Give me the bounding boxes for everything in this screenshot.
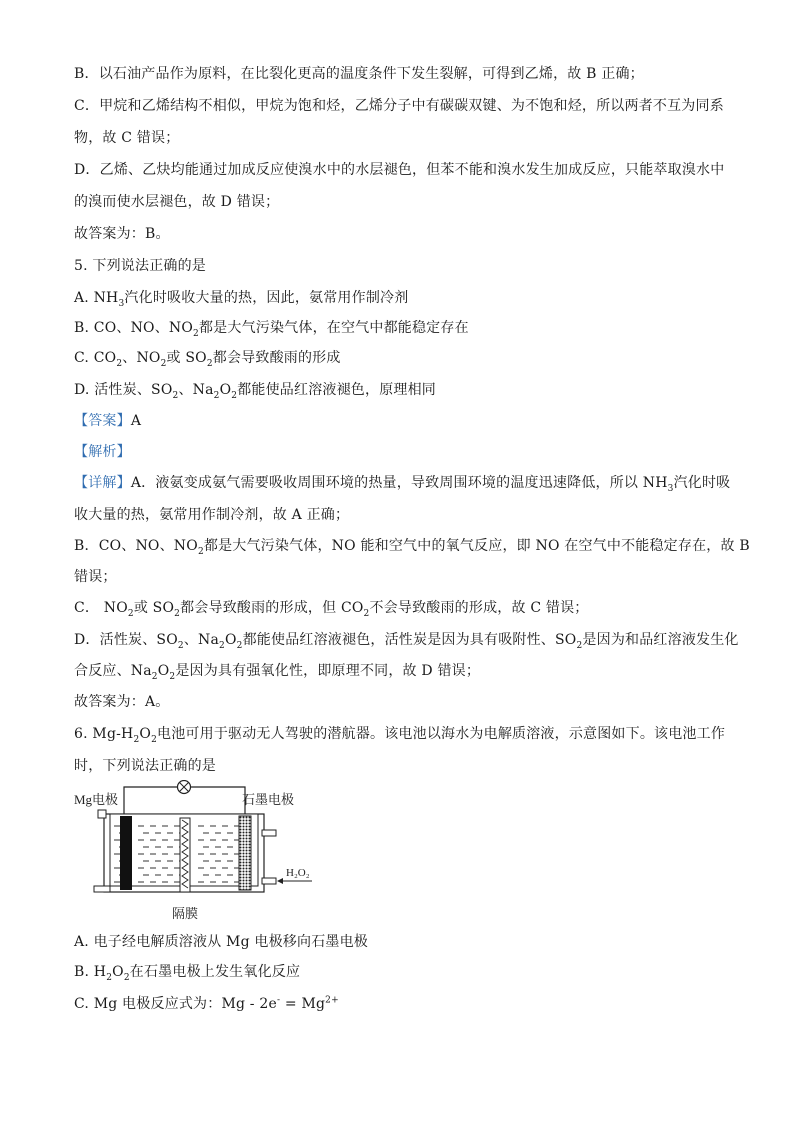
section-tag: 【解析】 [74,444,131,460]
outlet-pipe-top [262,830,276,836]
text-segment: C. CO [74,350,117,366]
text-segment: C. Mg 电极反应式为：Mg - 2e [74,996,277,1012]
text-segment: 都是大气污染气体，NO 能和空气中的氧气反应，即 NO 在空气中不能稳定存在，故 B [203,538,750,554]
text-segment: A. NH [74,290,119,306]
subscript: 3 [118,298,125,309]
text-segment: 在石墨电极上发生氧化反应 [129,964,301,980]
h2o2-label: H₂O₂ [286,867,310,879]
text-segment: 是因为具有强氧化性，即原理不同，故 D 错误； [175,663,481,679]
text-segment: 或 SO [133,600,175,616]
graphite-electrode [239,816,251,890]
text-line [74,348,341,368]
membrane-label: 隔膜 [172,906,199,921]
text-segment: 物，故 C 错误； [74,130,180,146]
text-segment: D. 活性炭、SO [74,382,173,398]
subscript: 2 [231,390,238,401]
text-line [74,994,339,1014]
superscript: - [276,995,281,1006]
text-line [74,224,170,244]
text-line [74,318,469,338]
text-segment: 、NO [122,350,161,366]
text-line [74,192,279,212]
text-segment: 、Na [178,382,214,398]
text-segment: 都能使品红溶液褪色，活性炭是因为具有吸附性、SO [242,632,577,648]
text-line [74,288,408,308]
circuit-wire-right [191,787,245,814]
text-segment: 故答案为：A。 [74,694,170,710]
text-line [74,932,368,952]
subscript: 2 [197,546,204,557]
text-segment: 故答案为：B。 [74,226,170,242]
text-segment: 6. Mg-H [74,726,134,742]
text-segment: 错误； [74,569,117,585]
section-tag: 【答案】 [74,413,131,429]
text-segment: 汽化时吸 [673,475,731,491]
text-segment: O [139,726,152,742]
text-line [74,724,725,744]
text-segment: 都会导致酸雨的形成 [212,350,341,366]
subscript: 2 [123,972,130,983]
superscript: 2+ [325,995,339,1006]
text-segment: A. 电子经电解质溶液从 Mg 电极移向石墨电极 [74,934,369,950]
mg-electrode [120,816,132,890]
text-line [74,473,730,493]
text-segment: C． NO [74,600,128,616]
graphite-electrode-label: 石墨电极 [242,792,295,807]
section-tag: 【详解】 [74,475,131,491]
subscript: 2 [133,734,140,745]
text-segment: = Mg [280,996,326,1012]
subscript: 2 [177,640,184,651]
text-line [74,505,349,525]
subscript: 2 [174,608,181,619]
text-segment: 电池可用于驱动无人驾驶的潜航器。该电池以海水为电解质溶液，示意图如下。该电池工作 [157,726,726,742]
text-segment: 时，下列说法正确的是 [74,758,216,774]
subscript: 2 [151,671,158,682]
text-line [74,962,300,982]
text-line [74,256,206,276]
subscript: 2 [151,734,158,745]
text-line [74,128,179,148]
text-segment: O [112,964,124,980]
text-line [74,630,739,650]
inlet-pipe-left [98,810,106,818]
text-segment: 不会导致酸雨的形成，故 C 错误； [369,600,589,616]
text-line [74,536,750,556]
text-segment: D．乙烯、乙炔均能通过加成反应使溴水中的水层褪色，但苯不能和溴水发生加成反应，只能萃取溴水中 [74,162,725,178]
subscript: 2 [576,640,583,651]
subscript: 2 [206,358,213,369]
text-line [74,64,644,84]
subscript: 2 [363,608,370,619]
subscript: 3 [667,483,674,494]
text-segment: 是因为和品红溶液发生化 [582,632,739,648]
circuit-wire [124,787,177,814]
text-segment: 都会导致酸雨的形成，但 CO [180,600,364,616]
text-line [74,598,589,618]
text-segment: D．活性炭、SO [74,632,178,648]
text-segment: A [130,413,142,429]
text-segment: C．甲烷和乙烯结构不相似，甲烷为饱和烃，乙烯分子中有碳碳双键、为不饱和烃，所以两者不互为同系 [74,98,724,114]
text-segment: O [157,663,170,679]
text-line [74,96,724,116]
subscript: 2 [169,671,176,682]
text-segment: B. H [74,964,107,980]
text-line [74,380,436,400]
subscript: 2 [213,390,220,401]
subscript: 2 [127,608,134,619]
h2o2-arrow-head [277,878,283,884]
text-segment: O [224,632,237,648]
text-segment: O [219,382,232,398]
subscript: 2 [106,972,113,983]
text-line [74,661,480,681]
text-segment: 汽化时吸收大量的热，因此，氨常用作制冷剂 [124,290,409,306]
subscript: 2 [193,328,199,339]
subscript: 2 [172,390,179,401]
text-line [74,692,170,712]
text-segment: 都是大气污染气体，在空气中都能稳定存在 [198,320,469,336]
subscript: 2 [160,358,167,369]
text-segment: A．液氨变成氨气需要吸收周围环境的热量，导致周围环境的温度迅速降低，所以 NH [130,475,668,491]
subscript: 2 [116,358,123,369]
text-segment: B．以石油产品作为原料，在比裂化更高的温度条件下发生裂解，可得到乙烯，故 B 正确； [74,66,644,82]
mg-electrode-label: Mg电极 [74,792,119,807]
text-line [74,160,724,180]
text-segment: 或 SO [166,350,207,366]
battery-diagram [74,780,334,925]
text-segment: 的溴而使水层褪色，故 D 错误； [74,194,280,210]
text-line [74,411,141,431]
text-line [74,567,117,587]
membrane [180,818,190,892]
text-segment: B．CO、NO、NO [74,538,198,554]
text-segment: 5. 下列说法正确的是 [74,258,207,274]
text-segment: 都能使品红溶液褪色，原理相同 [237,382,437,398]
text-line [74,756,216,776]
text-segment: 合反应、Na [74,663,152,679]
lamp-icon [178,781,191,794]
text-segment: 收大量的热，氨常用作制冷剂，故 A 正确； [74,507,350,523]
subscript: 2 [219,640,225,651]
outlet-pipe-bottom [94,886,110,892]
text-segment: 、Na [183,632,220,648]
text-line [74,442,131,462]
text-segment: B. CO、NO、NO [74,320,194,336]
inlet-pipe-h2o2 [262,878,276,884]
subscript: 2 [236,640,243,651]
